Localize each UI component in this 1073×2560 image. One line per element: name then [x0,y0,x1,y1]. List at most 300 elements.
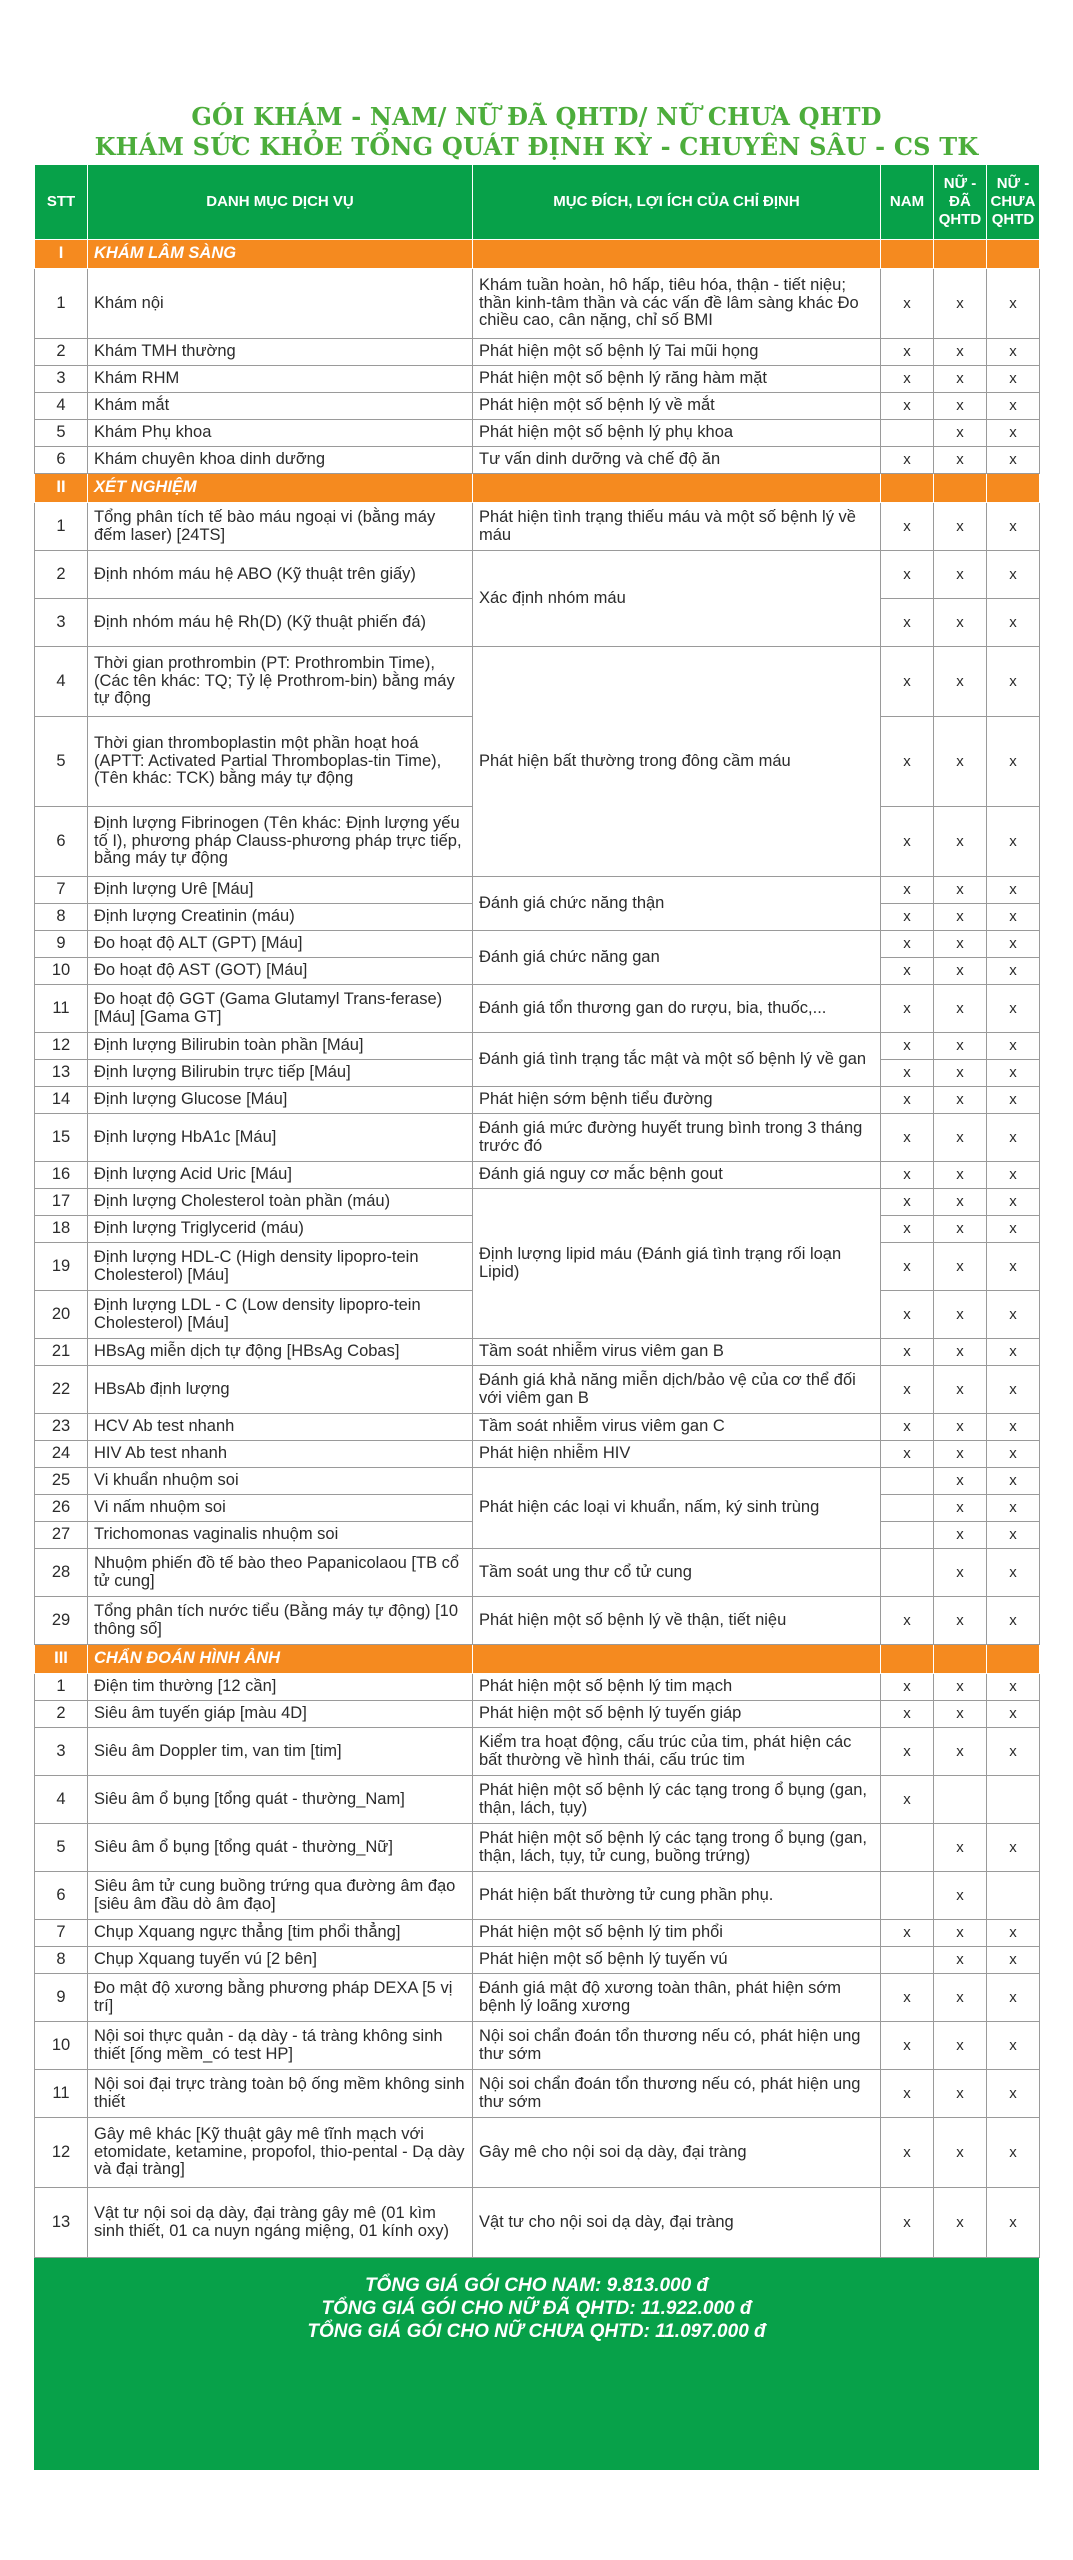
mark-nu-da: x [934,1549,987,1597]
row-number: 29 [35,1597,88,1645]
mark-nu-da: x [934,1522,987,1549]
service-name: Tổng phân tích tế bào máu ngoại vi (bằng máy đếm laser) [24TS] [88,503,473,551]
purpose-text: Gây mê cho nội soi dạ dày, đại tràng [473,2118,881,2188]
service-name: Khám mắt [88,393,473,420]
mark-nu-da: x [934,1974,987,2022]
purpose-text: Khám tuần hoàn, hô hấp, tiêu hóa, thận - tiết niệu; thần kinh-tâm thần và các vấn đề lâm sàng khác Đo chiều cao, cân nặng, chỉ số BMI [473,269,881,339]
mark-nu-chua: x [987,1549,1040,1597]
mark-nu-da: x [934,1291,987,1339]
service-name: Đo hoạt độ AST (GOT) [Máu] [88,958,473,985]
mark-nam [881,1549,934,1597]
table-row [35,1776,1040,1824]
service-name: Định lượng HDL-C (High density lipopro-tein Cholesterol) [Máu] [88,1243,473,1291]
service-table [34,164,1040,2258]
service-name: Vi khuẩn nhuộm soi [88,1468,473,1495]
service-name: Định lượng Creatinin (máu) [88,904,473,931]
purpose-text: Phát hiện tình trạng thiếu máu và một số bệnh lý về máu [473,503,881,551]
table-row [35,1033,1040,1060]
totals-box [34,2258,1039,2470]
mark-nam: x [881,503,934,551]
section-number: III [35,1645,88,1674]
table-row [35,1189,1040,1216]
purpose-text: Định lượng lipid máu (Đánh giá tình trạng rối loạn Lipid) [473,1189,881,1339]
mark-nu-chua: x [987,807,1040,877]
table-row [35,503,1040,551]
service-name: Gây mê khác [Kỹ thuật gây mê tĩnh mạch với etomidate, ketamine, propofol, thio-pental - Dạ dày và đại tràng] [88,2118,473,2188]
mark-nam [881,1947,934,1974]
row-number: 14 [35,1087,88,1114]
mark-nu-chua: x [987,1824,1040,1872]
mark-nu-da: x [934,1033,987,1060]
mark-nu-da: x [934,339,987,366]
table-row [35,366,1040,393]
mark-nu-da: x [934,985,987,1033]
mark-nu-da: x [934,958,987,985]
table-row [35,269,1040,339]
mark-nam: x [881,2022,934,2070]
mark-nam: x [881,551,934,599]
mark-nam: x [881,1243,934,1291]
section-filler [934,1645,987,1674]
service-name: Định lượng Bilirubin toàn phần [Máu] [88,1033,473,1060]
table-row [35,2118,1040,2188]
purpose-text: Đánh giá nguy cơ mắc bệnh gout [473,1162,881,1189]
purpose-text: Tầm soát nhiễm virus viêm gan B [473,1339,881,1366]
header-stt: STT [35,165,88,240]
row-number: 1 [35,269,88,339]
mark-nam: x [881,1920,934,1947]
mark-nu-da: x [934,1728,987,1776]
mark-nu-chua: x [987,985,1040,1033]
row-number: 5 [35,420,88,447]
row-number: 25 [35,1468,88,1495]
table-row [35,1872,1040,1920]
row-number: 9 [35,1974,88,2022]
table-row [35,1414,1040,1441]
section-filler [987,240,1040,269]
mark-nu-chua: x [987,1597,1040,1645]
purpose-text: Phát hiện một số bệnh lý các tạng trong ổ bụng (gan, thận, lách, tụy) [473,1776,881,1824]
mark-nu-chua: x [987,931,1040,958]
service-name: HBsAg miễn dịch tự động [HBsAg Cobas] [88,1339,473,1366]
service-name: Siêu âm tử cung buồng trứng qua đường âm đạo [siêu âm đầu dò âm đạo] [88,1872,473,1920]
purpose-text: Xác định nhóm máu [473,551,881,647]
mark-nu-da: x [934,1674,987,1701]
mark-nam: x [881,339,934,366]
table-row [35,1087,1040,1114]
row-number: 2 [35,551,88,599]
mark-nu-chua: x [987,1947,1040,1974]
table-row [35,985,1040,1033]
service-name: Đo mật độ xương bằng phương pháp DEXA [5 vị trí] [88,1974,473,2022]
purpose-text: Phát hiện một số bệnh lý các tạng trong ổ bụng (gan, thận, lách, tụy, tử cung, buồng trứng) [473,1824,881,1872]
purpose-text: Đánh giá chức năng thận [473,877,881,931]
header-nu-chua: NỮ - CHƯA QHTD [987,165,1040,240]
mark-nu-chua: x [987,503,1040,551]
service-name: Nội soi đại trực tràng toàn bộ ống mềm không sinh thiết [88,2070,473,2118]
service-name: Định nhóm máu hệ ABO (Kỹ thuật trên giấy) [88,551,473,599]
mark-nu-da: x [934,2022,987,2070]
row-number: 6 [35,447,88,474]
total-nu-chua: TỔNG GIÁ GÓI CHO NỮ CHƯA QHTD: 11.097.000 đ [307,2321,766,2342]
title-line-1: GÓI KHÁM - NAM/ NỮ ĐÃ QHTD/ NỮ CHƯA QHTD [191,102,882,131]
mark-nu-da: x [934,1597,987,1645]
row-number: 1 [35,1674,88,1701]
mark-nam: x [881,1162,934,1189]
table-row [35,1974,1040,2022]
row-number: 13 [35,2188,88,2258]
mark-nu-da: x [934,2070,987,2118]
mark-nam: x [881,269,934,339]
row-number: 5 [35,717,88,807]
row-number: 24 [35,1441,88,1468]
row-number: 19 [35,1243,88,1291]
row-number: 4 [35,393,88,420]
service-name: Đo hoạt độ ALT (GPT) [Máu] [88,931,473,958]
row-number: 11 [35,985,88,1033]
table-row [35,931,1040,958]
service-name: Tổng phân tích nước tiểu (Bằng máy tự động) [10 thông số] [88,1597,473,1645]
mark-nam [881,1522,934,1549]
mark-nu-da: x [934,647,987,717]
mark-nam [881,1872,934,1920]
mark-nam: x [881,1291,934,1339]
row-number: 2 [35,1701,88,1728]
table-row [35,877,1040,904]
service-name: Khám RHM [88,366,473,393]
mark-nu-chua: x [987,1674,1040,1701]
service-name: Định lượng Cholesterol toàn phần (máu) [88,1189,473,1216]
row-number: 1 [35,503,88,551]
mark-nam: x [881,2070,934,2118]
purpose-text: Phát hiện một số bệnh lý tuyến giáp [473,1701,881,1728]
mark-nam [881,1468,934,1495]
table-body [35,240,1040,2258]
mark-nam: x [881,904,934,931]
mark-nu-chua: x [987,1162,1040,1189]
section-title: CHẨN ĐOÁN HÌNH ẢNH [88,1645,473,1674]
mark-nu-chua: x [987,1339,1040,1366]
service-name: Khám Phụ khoa [88,420,473,447]
mark-nu-chua: x [987,339,1040,366]
service-name: Định lượng LDL - C (Low density lipopro-tein Cholesterol) [Máu] [88,1291,473,1339]
row-number: 6 [35,807,88,877]
mark-nu-da: x [934,1189,987,1216]
purpose-text: Phát hiện bất thường trong đông cầm máu [473,647,881,877]
service-name: Nội soi thực quản - dạ dày - tá tràng không sinh thiết [ống mềm_có test HP] [88,2022,473,2070]
service-name: Siêu âm ổ bụng [tổng quát - thường_Nữ] [88,1824,473,1872]
mark-nu-da: x [934,1872,987,1920]
purpose-text: Phát hiện một số bệnh lý phụ khoa [473,420,881,447]
service-name: Thời gian thromboplastin một phần hoạt hoá (APTT: Activated Partial Thromboplas-tin Time), (Tên khác: TCK) bằng máy tự động [88,717,473,807]
table-row [35,1920,1040,1947]
mark-nu-chua: x [987,904,1040,931]
table-row [35,551,1040,599]
section-filler [881,1645,934,1674]
row-number: 7 [35,877,88,904]
title-line-2: KHÁM SỨC KHỎE TỔNG QUÁT ĐỊNH KỲ - CHUYÊN SÂU - CS TK [94,132,979,161]
service-name: Thời gian prothrombin (PT: Prothrombin Time), (Các tên khác: TQ; Tỷ lệ Prothrom-bin) bằng máy tự động [88,647,473,717]
mark-nu-chua: x [987,2022,1040,2070]
purpose-text: Đánh giá chức năng gan [473,931,881,985]
table-row [35,420,1040,447]
mark-nam: x [881,366,934,393]
mark-nu-chua: x [987,1216,1040,1243]
purpose-text: Phát hiện một số bệnh lý Tai mũi họng [473,339,881,366]
mark-nu-da: x [934,1947,987,1974]
service-name: Định lượng Urê [Máu] [88,877,473,904]
mark-nu-chua: x [987,958,1040,985]
mark-nam: x [881,985,934,1033]
purpose-text: Nội soi chẩn đoán tổn thương nếu có, phát hiện ung thư sớm [473,2070,881,2118]
purpose-text: Đánh giá mức đường huyết trung bình trong 3 tháng trước đó [473,1114,881,1162]
mark-nu-chua: x [987,1701,1040,1728]
mark-nu-da: x [934,1920,987,1947]
mark-nu-da: x [934,807,987,877]
mark-nam: x [881,1339,934,1366]
mark-nu-chua: x [987,1728,1040,1776]
service-name: Nhuộm phiến đồ tế bào theo Papanicolaou [TB cổ tử cung] [88,1549,473,1597]
purpose-text: Đánh giá mật độ xương toàn thân, phát hiện sớm bệnh lý loãng xương [473,1974,881,2022]
row-number: 23 [35,1414,88,1441]
section-filler [934,474,987,503]
service-name: Định lượng Glucose [Máu] [88,1087,473,1114]
mark-nam: x [881,958,934,985]
mark-nu-da: x [934,1060,987,1087]
mark-nu-chua: x [987,366,1040,393]
table-row [35,1339,1040,1366]
row-number: 3 [35,1728,88,1776]
service-name: Khám nội [88,269,473,339]
mark-nu-da: x [934,1495,987,1522]
mark-nu-da: x [934,1701,987,1728]
mark-nu-chua: x [987,1441,1040,1468]
mark-nu-da: x [934,1339,987,1366]
mark-nu-chua: x [987,1087,1040,1114]
mark-nu-chua: x [987,1468,1040,1495]
mark-nu-da: x [934,1824,987,1872]
purpose-text: Phát hiện một số bệnh lý tim phổi [473,1920,881,1947]
mark-nu-chua: x [987,269,1040,339]
mark-nu-da: x [934,1414,987,1441]
row-number: 11 [35,2070,88,2118]
row-number: 12 [35,2118,88,2188]
mark-nu-chua: x [987,1114,1040,1162]
row-number: 10 [35,958,88,985]
mark-nam: x [881,1414,934,1441]
section-header-row [35,474,1040,503]
mark-nam: x [881,447,934,474]
row-number: 8 [35,1947,88,1974]
row-number: 3 [35,599,88,647]
row-number: 5 [35,1824,88,1872]
row-number: 15 [35,1114,88,1162]
section-header-row [35,240,1040,269]
row-number: 16 [35,1162,88,1189]
mark-nu-chua: x [987,877,1040,904]
row-number: 12 [35,1033,88,1060]
header-service: DANH MỤC DỊCH VỤ [88,165,473,240]
mark-nu-da: x [934,447,987,474]
mark-nu-chua: x [987,2188,1040,2258]
mark-nu-chua: x [987,1060,1040,1087]
mark-nu-chua: x [987,1974,1040,2022]
mark-nam: x [881,717,934,807]
mark-nam [881,1824,934,1872]
mark-nu-da: x [934,1468,987,1495]
mark-nu-chua [987,1872,1040,1920]
header-nu-da: NỮ - ĐÃ QHTD [934,165,987,240]
mark-nu-da: x [934,1441,987,1468]
section-header-row [35,1645,1040,1674]
header-purpose: MỤC ĐÍCH, LỢI ÍCH CỦA CHỈ ĐỊNH [473,165,881,240]
section-number: I [35,240,88,269]
mark-nu-chua: x [987,599,1040,647]
service-name: Siêu âm tuyến giáp [màu 4D] [88,1701,473,1728]
table-row [35,1597,1040,1645]
mark-nu-da: x [934,393,987,420]
service-name: Định lượng Triglycerid (máu) [88,1216,473,1243]
purpose-text: Đánh giá tình trạng tắc mật và một số bệnh lý về gan [473,1033,881,1087]
service-name: Siêu âm Doppler tim, van tim [tim] [88,1728,473,1776]
mark-nu-da: x [934,599,987,647]
section-title: XÉT NGHIỆM [88,474,473,503]
purpose-text: Đánh giá tổn thương gan do rượu, bia, thuốc,... [473,985,881,1033]
mark-nam [881,1495,934,1522]
table-row [35,2188,1040,2258]
row-number: 13 [35,1060,88,1087]
service-name: Định lượng Acid Uric [Máu] [88,1162,473,1189]
service-name: Định lượng Bilirubin trực tiếp [Máu] [88,1060,473,1087]
mark-nu-da: x [934,551,987,599]
row-number: 7 [35,1920,88,1947]
mark-nam: x [881,807,934,877]
table-row [35,1468,1040,1495]
mark-nam: x [881,647,934,717]
purpose-text: Tư vấn dinh dưỡng và chế độ ăn [473,447,881,474]
mark-nu-chua [987,1776,1040,1824]
mark-nu-da: x [934,1162,987,1189]
table-row [35,1114,1040,1162]
service-name: Chụp Xquang tuyến vú [2 bên] [88,1947,473,1974]
mark-nam: x [881,1597,934,1645]
mark-nam: x [881,1701,934,1728]
service-name: Đo hoạt độ GGT (Gama Glutamyl Trans-ferase) [Máu] [Gama GT] [88,985,473,1033]
purpose-text: Phát hiện nhiễm HIV [473,1441,881,1468]
section-filler [473,240,881,269]
mark-nu-da: x [934,2188,987,2258]
mark-nam: x [881,1776,934,1824]
mark-nam: x [881,1441,934,1468]
row-number: 28 [35,1549,88,1597]
table-row [35,447,1040,474]
service-name: Siêu âm ổ bụng [tổng quát - thường_Nam] [88,1776,473,1824]
mark-nam: x [881,1087,934,1114]
purpose-text: Phát hiện một số bệnh lý răng hàm mặt [473,366,881,393]
mark-nu-chua: x [987,2070,1040,2118]
table-row [35,1947,1040,1974]
mark-nam: x [881,1060,934,1087]
mark-nam: x [881,1674,934,1701]
mark-nu-chua: x [987,1291,1040,1339]
mark-nam: x [881,1974,934,2022]
mark-nu-chua: x [987,1414,1040,1441]
row-number: 3 [35,366,88,393]
purpose-text: Phát hiện các loại vi khuẩn, nấm, ký sinh trùng [473,1468,881,1549]
section-filler [934,240,987,269]
section-filler [987,474,1040,503]
mark-nu-da: x [934,1366,987,1414]
row-number: 4 [35,1776,88,1824]
mark-nu-chua: x [987,1189,1040,1216]
row-number: 18 [35,1216,88,1243]
mark-nu-chua: x [987,717,1040,807]
section-filler [473,474,881,503]
table-row [35,393,1040,420]
mark-nu-chua: x [987,2118,1040,2188]
mark-nu-chua: x [987,1920,1040,1947]
table-row [35,2022,1040,2070]
service-name: Điện tim thường [12 cần] [88,1674,473,1701]
mark-nu-chua: x [987,420,1040,447]
purpose-text: Phát hiện bất thường tử cung phần phụ. [473,1872,881,1920]
row-number: 9 [35,931,88,958]
service-name: Khám TMH thường [88,339,473,366]
purpose-text: Vật tư cho nội soi dạ dày, đại tràng [473,2188,881,2258]
mark-nu-chua: x [987,551,1040,599]
purpose-text: Tầm soát ung thư cổ tử cung [473,1549,881,1597]
table-row [35,2070,1040,2118]
section-title: KHÁM LÂM SÀNG [88,240,473,269]
row-number: 26 [35,1495,88,1522]
total-nam: TỔNG GIÁ GÓI CHO NAM: 9.813.000 đ [364,2275,709,2296]
mark-nu-chua: x [987,1495,1040,1522]
mark-nu-da: x [934,503,987,551]
mark-nu-da: x [934,269,987,339]
mark-nu-chua: x [987,1522,1040,1549]
row-number: 6 [35,1872,88,1920]
table-row [35,1441,1040,1468]
service-name: Định lượng HbA1c [Máu] [88,1114,473,1162]
mark-nam: x [881,599,934,647]
mark-nu-da: x [934,1114,987,1162]
service-name: HIV Ab test nhanh [88,1441,473,1468]
mark-nam: x [881,2118,934,2188]
service-name: Định nhóm máu hệ Rh(D) (Kỹ thuật phiến đá) [88,599,473,647]
mark-nu-da: x [934,931,987,958]
service-name: HCV Ab test nhanh [88,1414,473,1441]
mark-nu-da: x [934,1087,987,1114]
service-name: Trichomonas vaginalis nhuộm soi [88,1522,473,1549]
service-name: Khám chuyên khoa dinh dưỡng [88,447,473,474]
purpose-text: Đánh giá khả năng miễn dịch/bảo vệ của cơ thể đối với viêm gan B [473,1366,881,1414]
section-filler [473,1645,881,1674]
mark-nam: x [881,877,934,904]
mark-nu-da: x [934,877,987,904]
table-row [35,1549,1040,1597]
purpose-text: Phát hiện một số bệnh lý tuyến vú [473,1947,881,1974]
purpose-text: Tầm soát nhiễm virus viêm gan C [473,1414,881,1441]
service-name: Vi nấm nhuộm soi [88,1495,473,1522]
mark-nu-chua: x [987,447,1040,474]
mark-nam: x [881,1366,934,1414]
mark-nu-da: x [934,1216,987,1243]
mark-nu-da: x [934,904,987,931]
table-row [35,339,1040,366]
section-filler [987,1645,1040,1674]
row-number: 27 [35,1522,88,1549]
row-number: 17 [35,1189,88,1216]
